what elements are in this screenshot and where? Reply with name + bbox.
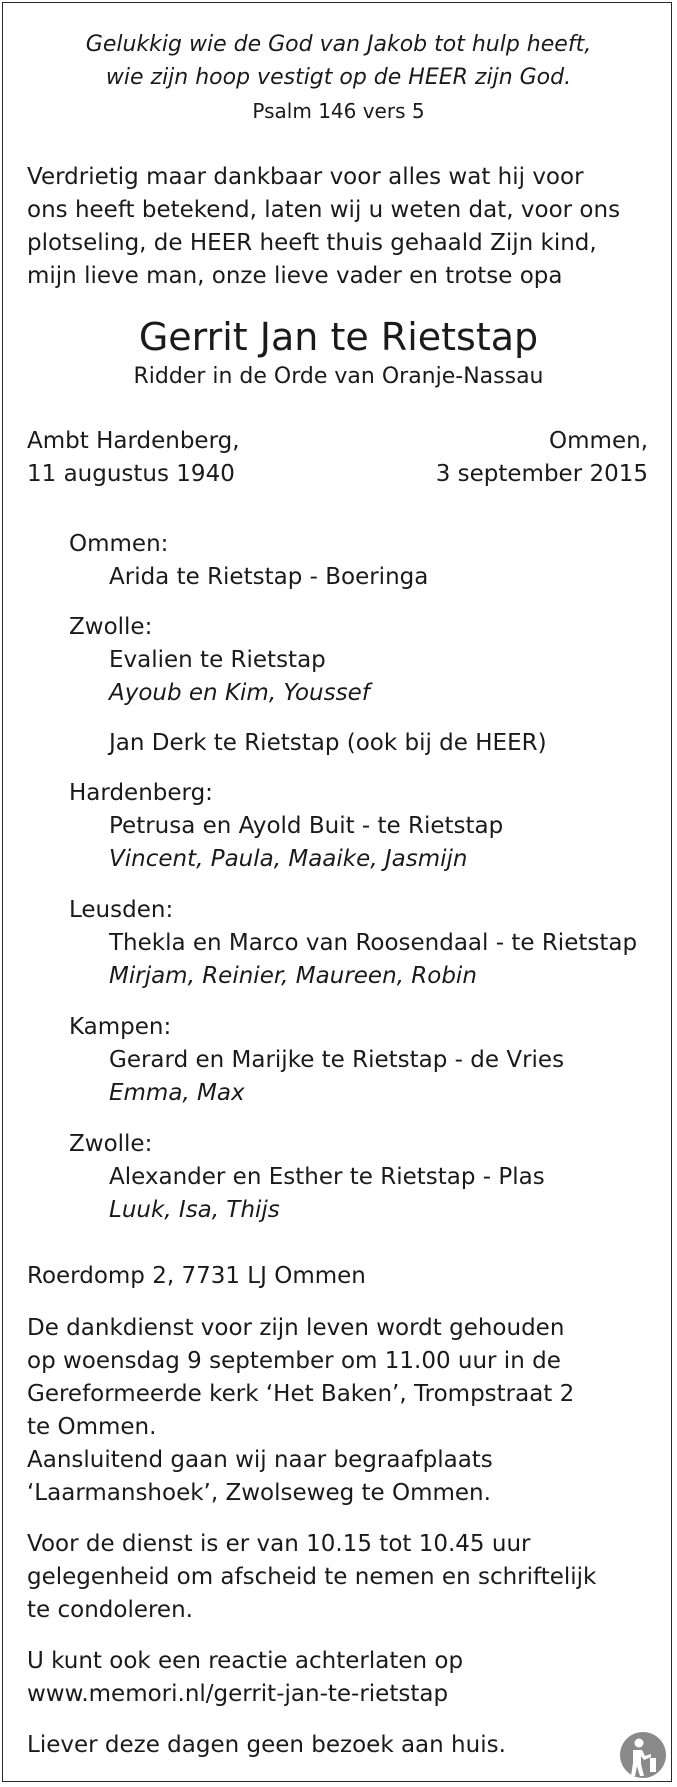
family-children: Ayoub en Kim, Youssef [109,680,370,706]
intro-line: mijn lieve man, onze lieve vader en trotse opa [27,263,563,289]
birth-date: 11 augustus 1940 [27,461,235,487]
family-names: Alexander en Esther te Rietstap - Plas [109,1164,545,1190]
family-place: Zwolle: [69,614,153,640]
closing-line: Liever deze dagen geen bezoek aan huis. [27,1732,506,1758]
family-names: Arida te Rietstap - Boeringa [109,564,429,590]
service-line: te Ommen. [27,1414,157,1440]
family-place: Ommen: [69,531,169,557]
condolence-line: te condoleren. [27,1597,193,1623]
birth-place: Ambt Hardenberg, [27,428,240,454]
deceased-name: Gerrit Jan te Rietstap [138,315,539,359]
family-names: Petrusa en Ayold Buit - te Rietstap [109,813,504,839]
condolence-line: Voor de dienst is er van 10.15 tot 10.45 uur [27,1531,531,1557]
death-place: Ommen, [549,428,648,454]
memorial-figure-icon [619,1731,667,1779]
service-line: op woensdag 9 september om 11.00 uur in de [27,1348,561,1374]
service-line: Gereformeerde kerk ‘Het Baken’, Trompstraat 2 [27,1381,575,1407]
service-line: Aansluitend gaan wij naar begraafplaats [27,1447,493,1473]
family-children: Mirjam, Reinier, Maureen, Robin [109,963,477,989]
condolence-line: gelegenheid om afscheid te nemen en schriftelijk [27,1564,597,1590]
verse-line-2: wie zijn hoop vestigt op de HEER zijn God. [105,65,572,90]
death-date: 3 september 2015 [435,461,648,487]
family-place: Leusden: [69,897,174,923]
address: Roerdomp 2, 7731 LJ Ommen [27,1263,366,1289]
family-names: Jan Derk te Rietstap (ook bij de HEER) [109,730,547,756]
family-place: Kampen: [69,1014,172,1040]
family-names: Gerard en Marijke te Rietstap - de Vries [109,1047,565,1073]
family-place: Zwolle: [69,1131,153,1157]
intro-line: ons heeft betekend, laten wij u weten dat, voor ons [27,197,621,223]
family-place: Hardenberg: [69,780,213,806]
verse-source: Psalm 146 vers 5 [252,99,425,123]
online-line: U kunt ook een reactie achterlaten op [27,1648,464,1674]
family-names: Thekla en Marco van Roosendaal - te Rietstap [109,930,638,956]
intro-line: plotseling, de HEER heeft thuis gehaald Zijn kind, [27,230,597,256]
memori-link[interactable]: www.memori.nl/gerrit-jan-te-rietstap [27,1681,449,1707]
family-names: Evalien te Rietstap [109,647,326,673]
service-line: ‘Laarmanshoek’, Zwolseweg te Ommen. [27,1480,491,1506]
deceased-honor: Ridder in de Orde van Oranje-Nassau [133,364,544,389]
family-children: Luuk, Isa, Thijs [109,1197,280,1223]
intro-line: Verdrietig maar dankbaar voor alles wat hij voor [27,164,584,190]
family-children: Vincent, Paula, Maaike, Jasmijn [109,846,468,872]
verse-line-1: Gelukkig wie de God van Jakob tot hulp heeft, [85,32,592,57]
service-line: De dankdienst voor zijn leven wordt gehouden [27,1315,565,1341]
family-children: Emma, Max [109,1080,245,1106]
